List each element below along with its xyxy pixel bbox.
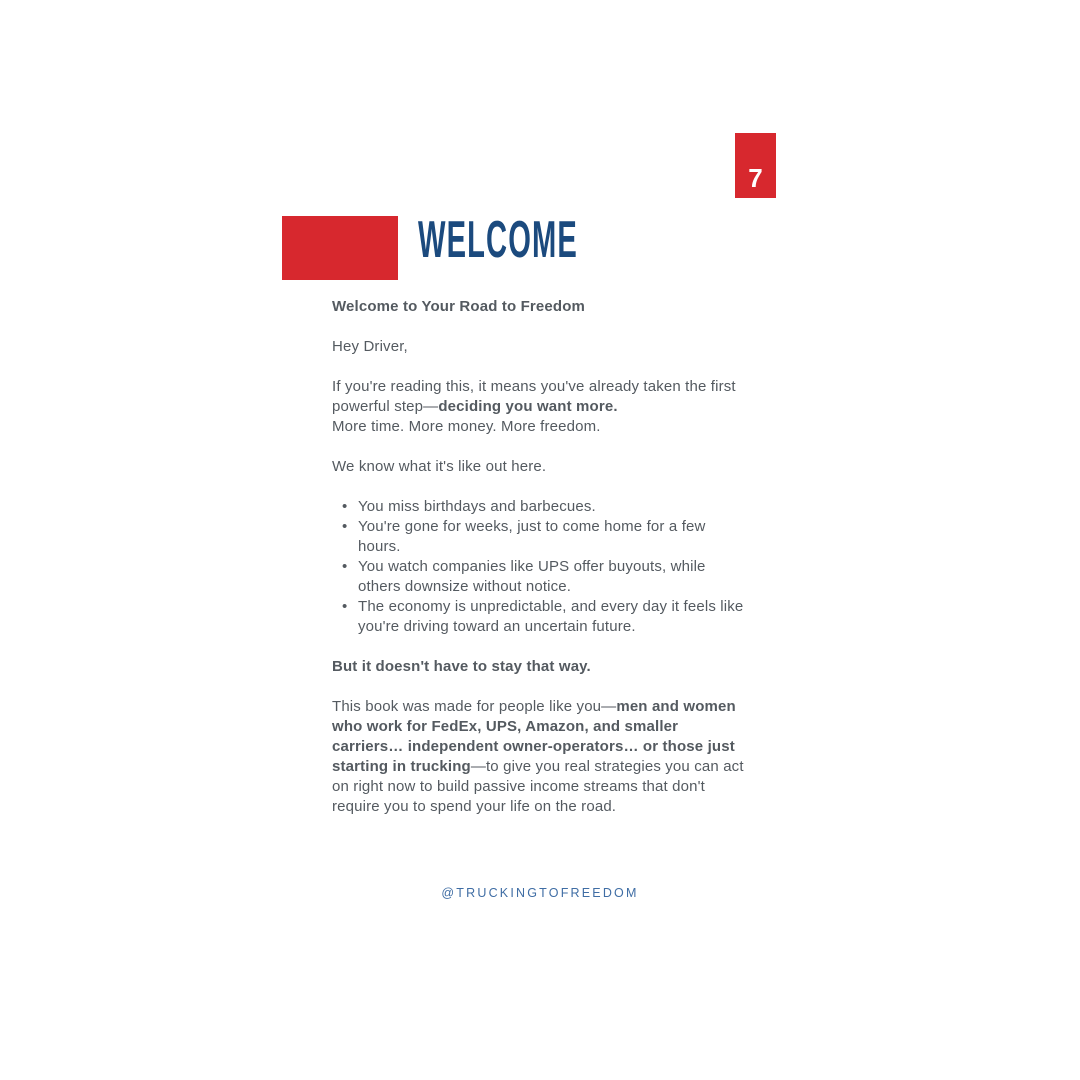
list-item: • The economy is unpredictable, and every day it feels like you're driving toward an uncertain future. (332, 597, 744, 637)
paragraph-first-step-normal: If you're reading this, it means you've already taken the first powerful step— (332, 378, 736, 415)
paragraph-book-purpose-normal2: —to give you real strategies you can act on right now to build passive income streams that don't require you to spend your life on the road. (332, 758, 744, 815)
pain-points-list (332, 497, 744, 637)
chapter-accent-bar (282, 216, 398, 280)
page-number-badge (735, 133, 776, 198)
section-heading: Welcome to Your Road to Freedom (332, 298, 586, 315)
list-item: • You miss birthdays and barbecues. (332, 497, 744, 517)
chapter-title: WELCOME (418, 211, 578, 269)
footer-handle: @TRUCKINGTOFREEDOM (441, 886, 639, 900)
paragraph-book-purpose (332, 697, 744, 817)
paragraph-we-know: We know what it's like out here. (332, 458, 547, 475)
list-item: • You're gone for weeks, just to come home for a few hours. (332, 517, 744, 557)
page-body (332, 297, 744, 837)
paragraph-first-step-line2: More time. More money. More freedom. (332, 418, 601, 435)
page-number: 7 (748, 163, 763, 193)
paragraph-first-step (332, 377, 744, 437)
greeting: Hey Driver, (332, 338, 408, 355)
subheading: But it doesn't have to stay that way. (332, 658, 591, 675)
paragraph-book-purpose-bold: men and women who work for FedEx, UPS, Amazon, and smaller carriers… independent owner-operators… or those just starting in trucking (332, 698, 736, 775)
paragraph-book-purpose-normal1: This book was made for people like you— (332, 698, 617, 715)
list-item: • You watch companies like UPS offer buyouts, while others downsize without notice. (332, 557, 744, 597)
paragraph-first-step-bold: deciding you want more. (438, 398, 618, 415)
